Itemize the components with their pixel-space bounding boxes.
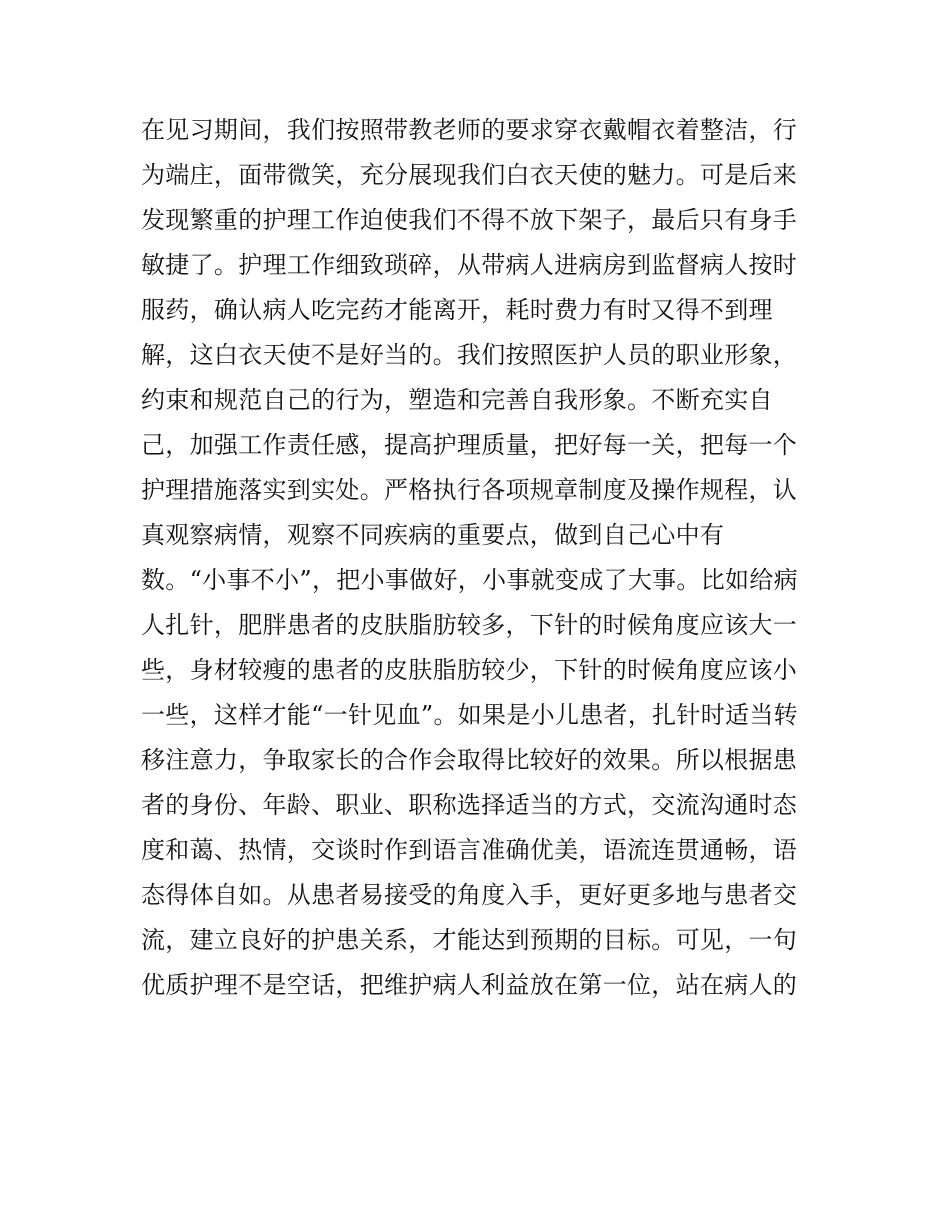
text-line: 约束和规范自己的行为，塑造和完善自我形象。不断充实自	[141, 386, 773, 414]
text-line: 度和蔼、热情，交谈时作到语言准确优美，语流连贯通畅，语	[141, 836, 798, 864]
text-line: 一些，这样才能“一针见血”。如果是小儿患者，扎针时适当转	[141, 701, 798, 729]
text-line: 服药，确认病人吃完药才能离开，耗时费力有时又得不到理	[141, 296, 773, 324]
text-line: 在见习期间，我们按照带教老师的要求穿衣戴帽衣着整洁，行	[141, 116, 798, 144]
text-line: 己，加强工作责任感，提高护理质量，把好每一关，把每一个	[141, 431, 798, 459]
text-line: 移注意力，争取家长的合作会取得比较好的效果。所以根据患	[141, 746, 798, 774]
text-line: 数。“小事不小”，把小事做好，小事就变成了大事。比如给病	[141, 566, 798, 594]
text-line: 态得体自如。从患者易接受的角度入手，更好更多地与患者交	[141, 881, 798, 909]
text-line: 优质护理不是空话，把维护病人利益放在第一位，站在病人的	[141, 971, 798, 999]
text-line: 发现繁重的护理工作迫使我们不得不放下架子，最后只有身手	[141, 206, 798, 234]
text-line: 流，建立良好的护患关系，才能达到预期的目标。可见，一句	[141, 926, 798, 954]
text-line: 护理措施落实到实处。严格执行各项规章制度及操作规程，认	[141, 476, 798, 504]
body-paragraph	[141, 108, 821, 1008]
text-line: 敏捷了。护理工作细致琐碎，从带病人进病房到监督病人按时	[141, 251, 798, 279]
text-line: 解，这白衣天使不是好当的。我们按照医护人员的职业形象，	[141, 341, 798, 369]
text-line: 为端庄，面带微笑，充分展现我们白衣天使的魅力。可是后来	[141, 161, 798, 189]
text-line: 真观察病情，观察不同疾病的重要点，做到自己心中有	[141, 521, 725, 549]
text-line: 者的身份、年龄、职业、职称选择适当的方式，交流沟通时态	[141, 791, 798, 819]
text-line: 人扎针，肥胖患者的皮肤脂肪较多，下针的时候角度应该大一	[141, 611, 798, 639]
text-line: 些，身材较瘦的患者的皮肤脂肪较少，下针的时候角度应该小	[141, 656, 798, 684]
